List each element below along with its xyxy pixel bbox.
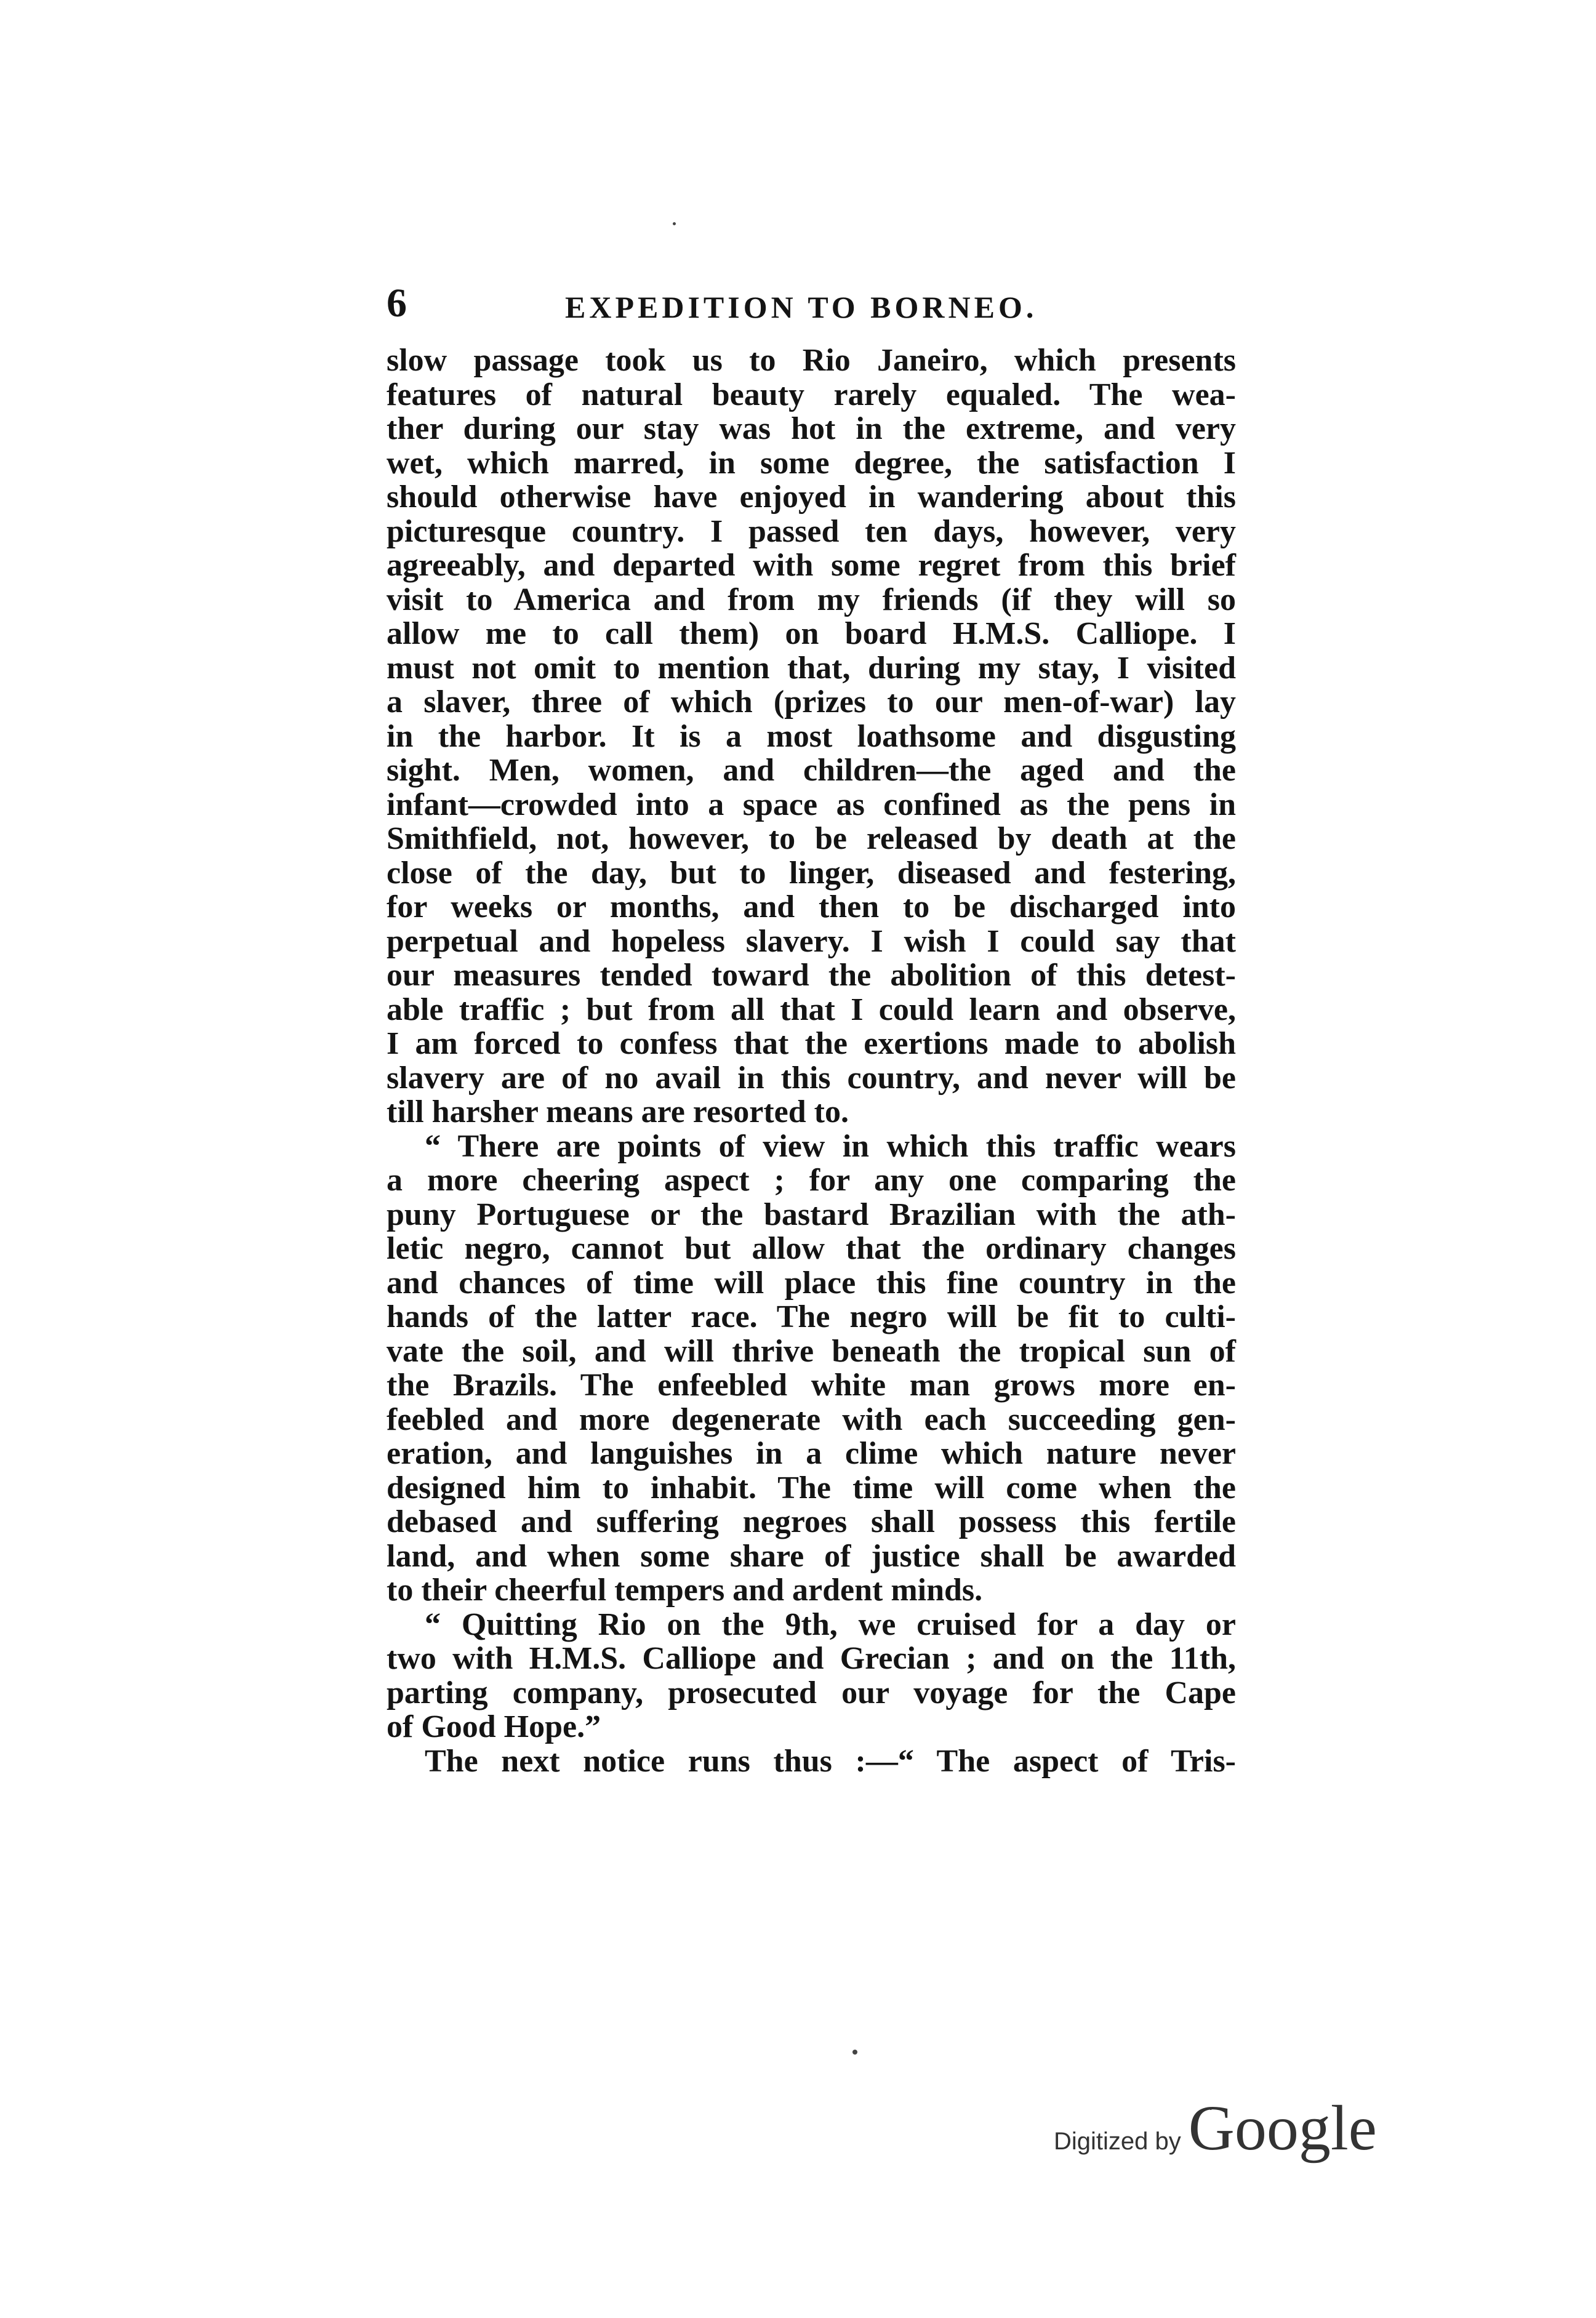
text-line: visit to America and from my friends (if they will so [387, 582, 1236, 617]
text-line: infant—crowded into a space as confined as the pens in [387, 787, 1236, 822]
text-line: eration, and languishes in a clime which nature never [387, 1436, 1236, 1471]
text-line: debased and suffering negroes shall possess this fertile [387, 1504, 1236, 1539]
text-line: till harsher means are resorted to. [387, 1094, 849, 1129]
page-number: 6 [387, 281, 407, 326]
text-line: “ There are points of view in which this traffic wears [425, 1128, 1236, 1164]
text-line: allow me to call them) on board H.M.S. Calliope. I [387, 616, 1236, 651]
text-line: should otherwise have enjoyed in wandering about this [387, 479, 1236, 515]
text-line: parting company, prosecuted our voyage for the Cape [387, 1675, 1236, 1710]
text-line: wet, which marred, in some degree, the satisfaction I [387, 445, 1236, 481]
text-line: vate the soil, and will thrive beneath the tropical sun of [387, 1333, 1236, 1369]
text-line: picturesque country. I passed ten days, however, very [387, 513, 1236, 549]
text-line: puny Portuguese or the bastard Brazilian with the ath- [387, 1197, 1236, 1232]
running-head: EXPEDITION TO BORNEO. [565, 290, 1038, 324]
text-line: two with H.M.S. Calliope and Grecian ; and on the 11th, [387, 1641, 1236, 1676]
text-line: hands of the latter race. The negro will be fit to culti- [387, 1299, 1236, 1334]
text-line: I am forced to confess that the exertions made to abolish [387, 1026, 1236, 1061]
text-line: perpetual and hopeless slavery. I wish I could say that [387, 923, 1236, 959]
text-line: a slaver, three of which (prizes to our men-of-war) lay [387, 684, 1236, 720]
text-line: must not omit to mention that, during my stay, I visited [387, 650, 1236, 686]
body-text [387, 343, 1236, 1778]
text-line: for weeks or months, and then to be discharged into [387, 889, 1236, 924]
text-line: agreeably, and departed with some regret from this brief [387, 548, 1236, 583]
text-line: of Good Hope.” [387, 1709, 601, 1744]
digitized-label: Digitized by [1054, 2128, 1181, 2155]
text-line: letic negro, cannot but allow that the ordinary changes [387, 1231, 1236, 1266]
digitized-by-google-watermark [1054, 2091, 1377, 2165]
text-line: “ Quitting Rio on the 9th, we cruised for a day or [425, 1606, 1236, 1642]
text-line: our measures tended toward the abolition of this detest- [387, 958, 1236, 993]
text-line: slow passage took us to Rio Janeiro, which presents [387, 343, 1236, 378]
text-line: ther during our stay was hot in the extreme, and very [387, 411, 1236, 446]
text-line: Smithfield, not, however, to be released by death at the [387, 821, 1236, 856]
text-line: feebled and more degenerate with each succeeding gen- [387, 1402, 1236, 1437]
text-line: the Brazils. The enfeebled white man grows more en- [387, 1368, 1236, 1403]
text-line: and chances of time will place this fine country in the [387, 1265, 1236, 1301]
scan-speck [852, 2050, 857, 2055]
text-line: The next notice runs thus :—“ The aspect of Tris- [425, 1743, 1236, 1779]
scan-speck [673, 222, 676, 225]
text-line: designed him to inhabit. The time will come when the [387, 1470, 1236, 1506]
text-line: land, and when some share of justice shall be awarded [387, 1538, 1236, 1574]
google-logo: Google [1188, 2093, 1377, 2164]
text-line: features of natural beauty rarely equaled. The wea- [387, 377, 1236, 412]
text-line: able traffic ; but from all that I could learn and observe, [387, 992, 1236, 1027]
text-line: close of the day, but to linger, diseased and festering, [387, 855, 1236, 891]
text-line: a more cheering aspect ; for any one comparing the [387, 1163, 1236, 1198]
text-line: sight. Men, women, and children—the aged and the [387, 753, 1236, 788]
text-line: slavery are of no avail in this country, and never will be [387, 1060, 1236, 1096]
text-line: to their cheerful tempers and ardent minds. [387, 1573, 983, 1608]
text-line: in the harbor. It is a most loathsome and disgusting [387, 718, 1236, 754]
page-header [387, 276, 1236, 331]
